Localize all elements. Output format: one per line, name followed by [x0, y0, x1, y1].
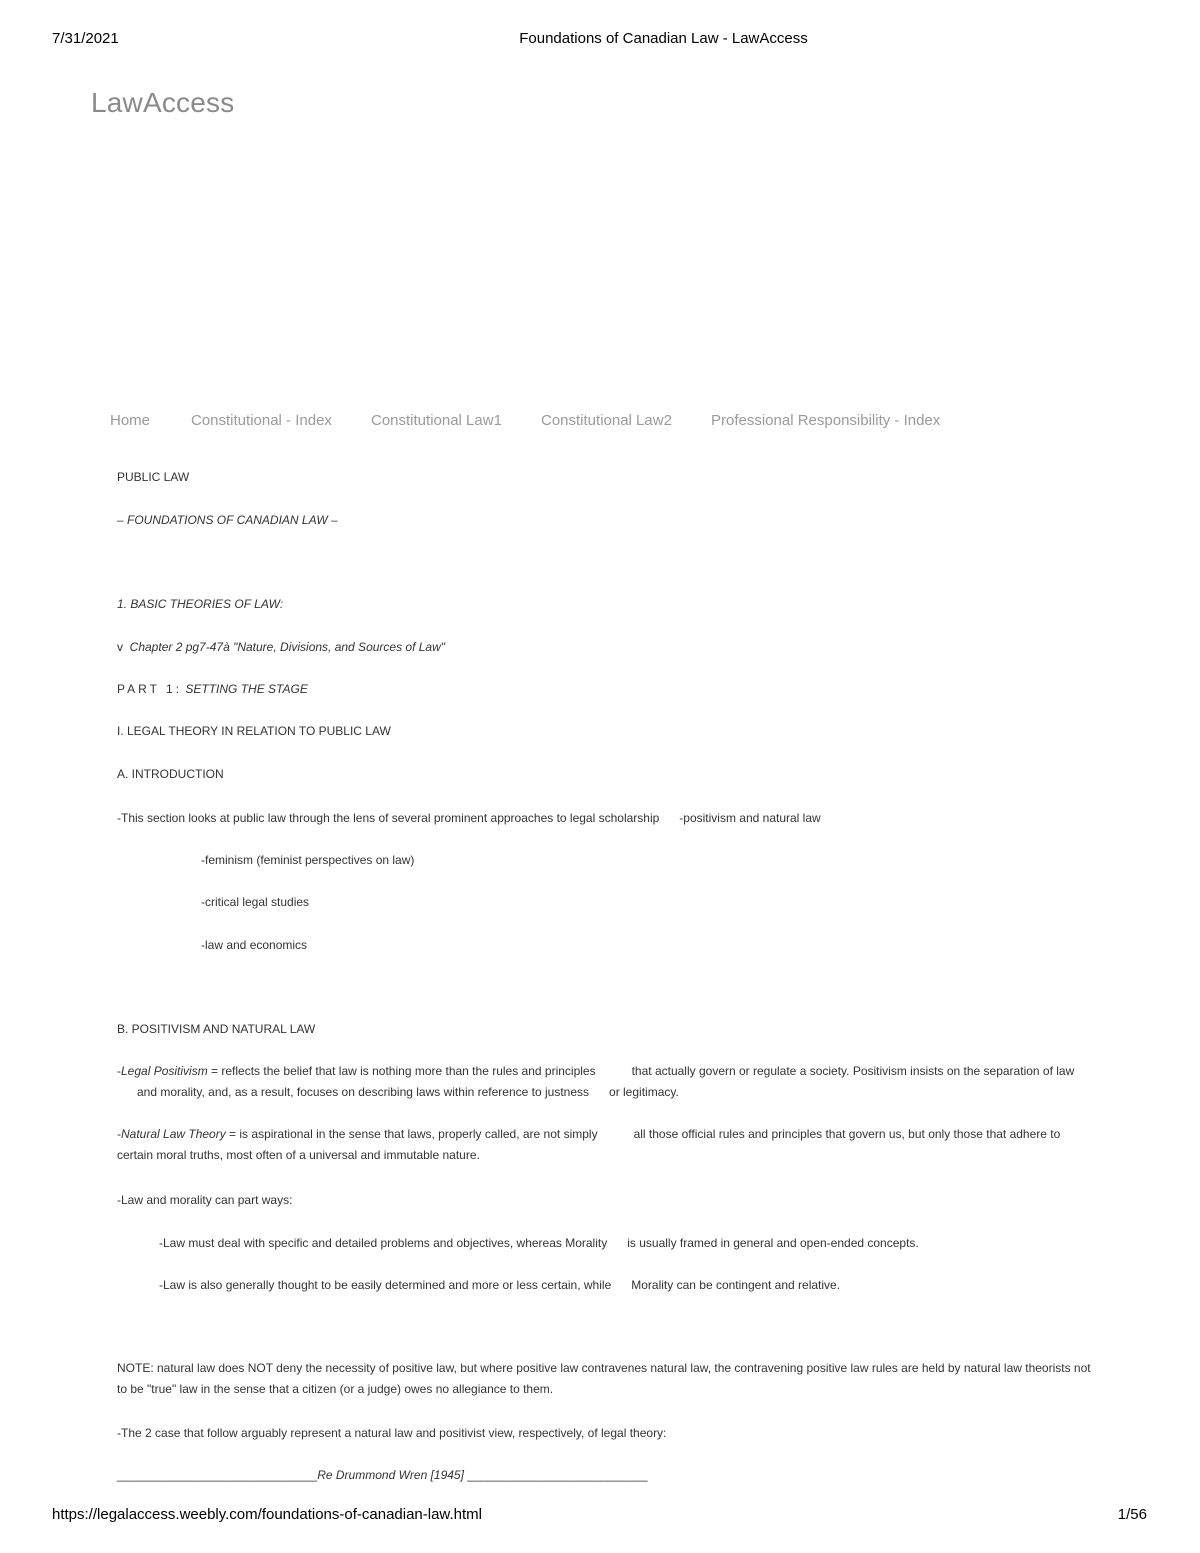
part1-title: SETTING THE STAGE	[185, 682, 308, 696]
natural-law-paragraph: -Natural Law Theory = is aspirational in the sense that laws, properly called, are not simply all those official rules and principles that govern us, but only those that adhere tocertain moral truths, most often of a universal and immutable nature.	[117, 1127, 1061, 1162]
case-heading	[117, 1467, 648, 1483]
print-page-number: 1/56	[1117, 1506, 1147, 1523]
part-ways-2a: -Law is also generally thought to be easily determined and more or less certain, while	[159, 1278, 612, 1292]
heading-foundations	[117, 512, 338, 528]
natural-law-text-c: certain moral truths, most often of a universal and immutable nature.	[117, 1148, 480, 1162]
part-ways-1b: is usually framed in general and open-ended concepts.	[627, 1236, 919, 1250]
nav-item-home[interactable]: Home	[110, 412, 151, 429]
print-title: Foundations of Canadian Law - LawAccess	[519, 30, 808, 47]
part-ways-1a: -Law must deal with specific and detailed problems and objectives, whereas Morality	[159, 1236, 608, 1250]
part-ways-item-1	[159, 1235, 919, 1251]
part-ways-intro: -Law and morality can part ways:	[117, 1193, 293, 1207]
legal-positivism-label: Legal Positivism	[121, 1064, 208, 1078]
nav-item-constitutional-index[interactable]: Constitutional - Index	[191, 412, 332, 429]
intro-item-law-economics: -law and economics	[201, 938, 308, 952]
legal-positivism-text-d: or legitimacy.	[609, 1085, 679, 1099]
natural-law-label: Natural Law Theory	[121, 1127, 226, 1141]
nav-item-constitutional-law1[interactable]: Constitutional Law1	[371, 412, 502, 429]
print-header	[0, 30, 1200, 50]
print-footer	[0, 1506, 1200, 1526]
basic-theories-text: 1. BASIC THEORIES OF LAW:	[117, 597, 284, 611]
chapter-bullet: v	[117, 640, 123, 654]
part1-heading	[117, 681, 308, 697]
intro-line	[117, 810, 821, 826]
section-b-heading: B. POSITIVISM AND NATURAL LAW	[117, 1022, 316, 1036]
part-ways-item-2	[159, 1277, 840, 1293]
nav-item-constitutional-law2[interactable]: Constitutional Law2	[541, 412, 672, 429]
legal-positivism-text-a: = reflects the belief that law is nothing more than the rules and principles	[207, 1064, 596, 1078]
print-date: 7/31/2021	[52, 30, 119, 47]
intro-item-positivism: -positivism and natural law	[679, 811, 821, 825]
legal-positivism-text-c: and morality, and, as a result, focuses on describing laws within reference to justness	[137, 1085, 590, 1099]
natural-law-text-a: = is aspirational in the sense that laws, properly called, are not simply	[225, 1127, 598, 1141]
chapter-ref-text: Chapter 2 pg7-47à "Nature, Divisions, and Sources of Law"	[129, 640, 446, 654]
section-i-heading: I. LEGAL THEORY IN RELATION TO PUBLIC LAW	[117, 724, 391, 738]
print-url: https://legalaccess.weebly.com/foundations-of-canadian-law.html	[52, 1506, 482, 1523]
note-paragraph: NOTE: natural law does NOT deny the necessity of positive law, but where positive law contravenes natural law, the contravening positive law rules are held by natural law theorists not to be "true" law in the sense that a citizen (or a judge) owes no allegiance to them.	[117, 1361, 1091, 1396]
case-line-right: ___________________________	[467, 1468, 648, 1482]
case-title: Re Drummond Wren [1945]	[317, 1468, 464, 1482]
natural-law-text-b: all those official rules and principles that govern us, but only those that adhere to	[633, 1127, 1061, 1141]
section-a-heading: A. INTRODUCTION	[117, 767, 224, 781]
intro-item-critical-legal: -critical legal studies	[201, 895, 310, 909]
part1-prefix: PART 1:	[117, 682, 183, 696]
case-line-left: ______________________________	[117, 1468, 318, 1482]
legal-positivism-paragraph: -Legal Positivism = reflects the belief that law is nothing more than the rules and principles that actually govern or regulate a society. Positivism insists on the separation of lawand morality, and, as a result, focuses on describing laws within reference to justness or legitimacy.	[117, 1064, 1075, 1099]
legal-positivism-text-b: that actually govern or regulate a society. Positivism insists on the separation of law	[631, 1064, 1075, 1078]
part-ways-2b: Morality can be contingent and relative.	[631, 1278, 841, 1292]
intro-item-feminism: -feminism (feminist perspectives on law)	[201, 853, 415, 867]
foundations-text: – FOUNDATIONS OF CANADIAN LAW –	[117, 513, 338, 527]
heading-basic-theories	[117, 596, 283, 612]
heading-public-law: PUBLIC LAW	[117, 470, 190, 484]
intro-text: -This section looks at public law through the lens of several prominent approaches to legal scholarship	[117, 811, 660, 825]
chapter-reference	[117, 639, 445, 655]
site-title[interactable]: LawAccess	[91, 87, 235, 118]
two-cases-line: -The 2 case that follow arguably represent a natural law and positivist view, respectively, of legal theory:	[117, 1426, 667, 1440]
nav-item-professional-responsibility-index[interactable]: Professional Responsibility - Index	[711, 412, 941, 429]
